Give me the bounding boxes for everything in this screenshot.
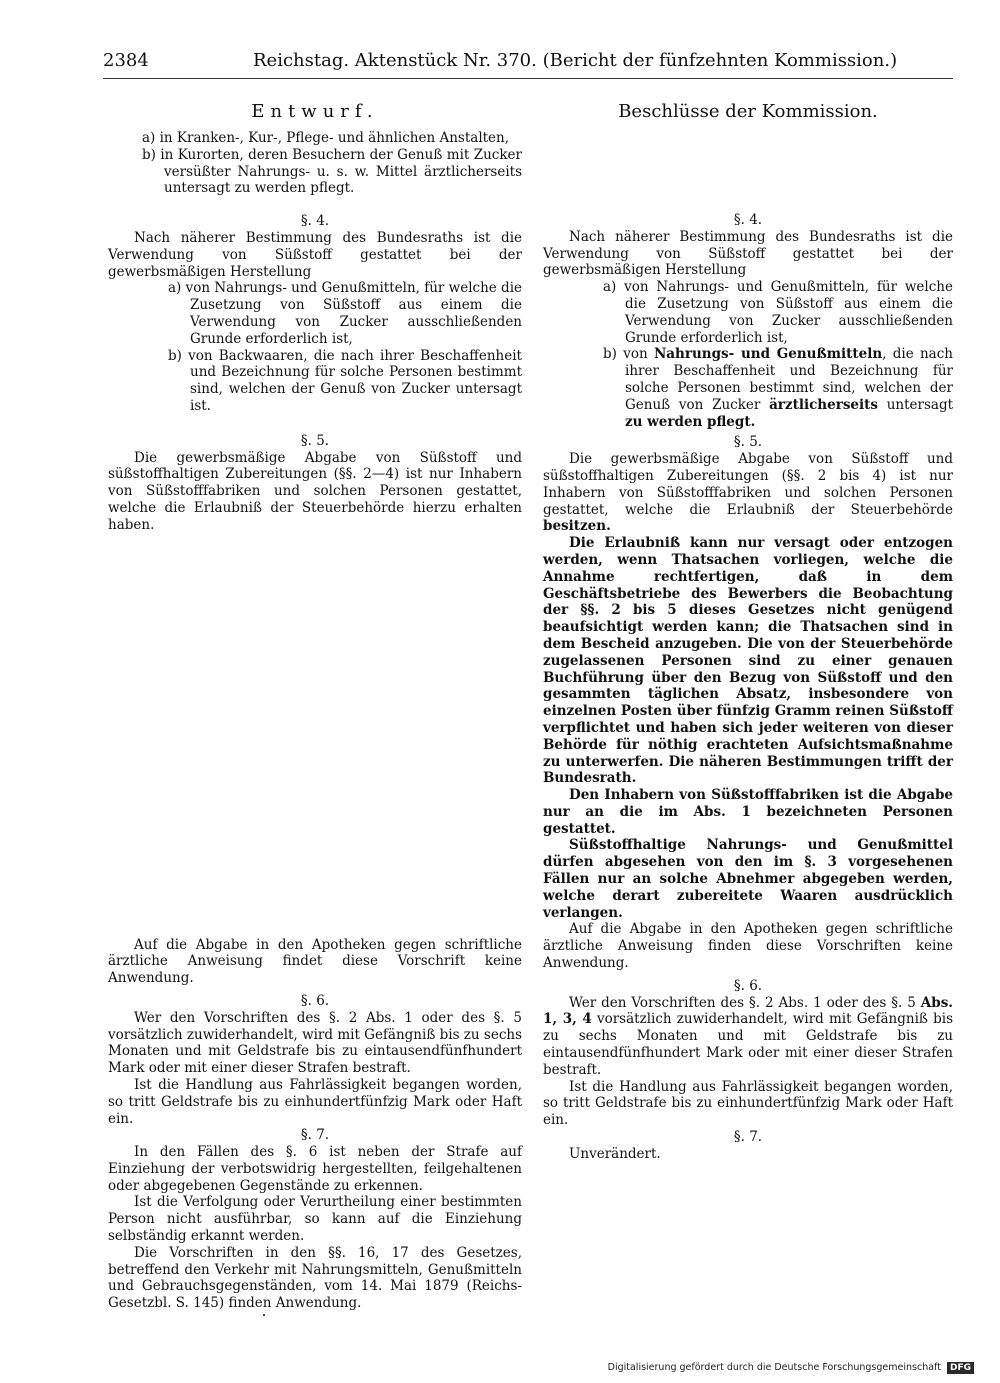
section-4-intro: Nach näherer Bestimmung des Bundesraths ist die Verwendung von Süßstoff gestattet bei der gewerbsmäßigen Herstellung bbox=[543, 228, 953, 279]
list-item: a) in Kranken-, Kur-, Pflege- und ähnlichen Anstalten, bbox=[142, 130, 510, 146]
section-6-title: §. 6. bbox=[300, 992, 330, 1009]
section-7-para-1: In den Fällen des §. 6 ist neben der Strafe auf Einziehung der verbotswidrig hergestellten, feilgehaltenen oder abgegebenen Gegenstände zu erkennen. bbox=[108, 1144, 522, 1194]
amended-text: Nahrungs- und Genußmitteln bbox=[653, 346, 883, 363]
section-7-text: Unverändert. bbox=[569, 1145, 661, 1162]
left-column-heading: Entwurf. bbox=[251, 101, 379, 122]
section-5-new-para-3: Süßstoffhaltige Nahrungs- und Genußmittel dürfen abgesehen von den im §. 3 vorgesehenen Fällen nur an solche Abnehmer abgegeben werden, welche derart zubereitete Waaren ausdrücklich verlangen. bbox=[543, 837, 953, 921]
page-number: 2384 bbox=[103, 50, 149, 71]
running-title: Reichstag. Aktenstück Nr. 370. (Bericht der fünfzehnten Kommission.) bbox=[253, 50, 898, 71]
section-5-new-para-2: Den Inhabern von Süßstofffabriken ist die Abgabe nur an die im Abs. 1 bezeichneten Personen gestattet. bbox=[543, 787, 953, 837]
section-5-title: §. 5. bbox=[733, 434, 763, 451]
list-item: b) in Kurorten, deren Besuchern der Genuß mit Zucker versüßter Nahrungs- u. s. w. Mittel ärztlicherseits untersagt zu werden pflegt. bbox=[142, 146, 522, 197]
section-5-title: §. 5. bbox=[300, 432, 330, 449]
dfg-logo: DFG bbox=[947, 1362, 974, 1374]
section-6-para-1: Wer den Vorschriften des §. 2 Abs. 1 oder des §. 5 vorsätzlich zuwiderhandelt, wird mit Gefängniß bis zu sechs Monaten und mit Geldstrafe bis zu eintausendfünfhundert Mark oder mit einer dieser Strafen bestraft. bbox=[108, 1009, 523, 1077]
section-5-text bbox=[543, 451, 953, 535]
section-4-title: §. 4. bbox=[733, 212, 763, 228]
text-run: Wer den Vorschriften des §. 2 Abs. 1 oder des §. 5 bbox=[569, 994, 921, 1011]
right-column-beschluesse bbox=[543, 100, 953, 1163]
text-run: untersagt bbox=[877, 396, 954, 413]
amended-text: zu werden pflegt. bbox=[625, 413, 756, 430]
section-4-item-b: b) von Backwaaren, die nach ihrer Beschaffenheit und Bezeichnung für solche Personen bestimmt sind, welchen der Genuß von Zucker untersagt ist. bbox=[168, 347, 522, 414]
amended-text: besitzen. bbox=[543, 518, 611, 535]
page-footer bbox=[604, 1361, 974, 1375]
left-column-entwurf bbox=[108, 100, 522, 1312]
section-6-para-2: Ist die Handlung aus Fahrlässigkeit begangen worden, so tritt Geldstrafe bis zu einhundertfünfzig Mark oder Haft ein. bbox=[543, 1078, 953, 1129]
page-header bbox=[103, 48, 953, 74]
section-4-item-b bbox=[543, 346, 953, 430]
section-5-apotheken: Auf die Abgabe in den Apotheken gegen schriftliche ärztliche Anweisung findet diese Vorschrift keine Anwendung. bbox=[108, 936, 522, 987]
right-column-heading: Beschlüsse der Kommission. bbox=[618, 101, 878, 122]
text-run: Die gewerbsmäßige Abgabe von Süßstoff und süßstoffhaltigen Zubereitungen (§§. 2 bis 4) ist nur Inhabern von Süßstofffabriken und solchen Personen gestattet, welche die Erlaubniß der Steuerbehörde bbox=[543, 451, 953, 518]
text-run: vorsätzlich zuwiderhandelt, wird mit Gefängniß bis zu sechs Monaten und mit Geldstrafe bis zu eintausendfünfhundert Mark oder mit einer dieser Strafen bestraft. bbox=[543, 1011, 953, 1078]
section-6-para-2: Ist die Handlung aus Fahrlässigkeit begangen worden, so tritt Geldstrafe bis zu einhundertfünfzig Mark oder Haft ein. bbox=[108, 1076, 522, 1127]
section-7-title: §. 7. bbox=[300, 1127, 330, 1144]
section-6-title: §. 6. bbox=[733, 977, 763, 994]
amended-text: Abs. 1, 3, 4 bbox=[543, 994, 953, 1028]
section-7-title: §. 7. bbox=[733, 1129, 763, 1146]
funding-note: Digitalisierung gefördert durch die Deutsche Forschungsgemeinschaft bbox=[607, 1362, 941, 1373]
text-run: b) von bbox=[603, 346, 654, 363]
section-4-title: §. 4. bbox=[300, 213, 330, 230]
print-speck bbox=[263, 1314, 265, 1316]
section-6-para-1 bbox=[543, 995, 953, 1079]
header-rule bbox=[103, 78, 953, 79]
section-4-item-a: a) von Nahrungs- und Genußmitteln, für welche die Zusetzung von Süßstoff aus einem die Verwendung von Zucker ausschließenden Grunde erforderlich ist, bbox=[168, 280, 523, 347]
section-5-text: Die gewerbsmäßige Abgabe von Süßstoff und süßstoffhaltigen Zubereitungen (§§. 2—4) ist nur Inhabern von Süßstofffabriken und solchen Personen gestattet, welche die Erlaubniß der Steuerbehörde hierzu erhalten haben. bbox=[108, 449, 522, 533]
section-5-new-para-1: Die Erlaubniß kann nur versagt oder entzogen werden, wenn Thatsachen vorliegen, welche die Annahme rechtfertigen, daß in dem Geschäftsbetriebe des Bewerbers die Beobachtung der §§. 2 bis 5 dieses Gesetzes nicht genügend beaufsichtigt werden kann; die Thatsachen sind in dem Bescheid anzugeben. Die von der Steuerbehörde zugelassenen Personen sind zu einer genauen Buchführung über den Bezug von Süßstoff und den gesammten täglichen Absatz, insbesondere von einzelnen Posten über fünfzig Gramm reinen Süßstoff verpflichtet und haben sich jeder weiteren von dieser Behörde für nöthig erachteten Aufsichtsmaßnahme zu unterwerfen. Die näheren Bestimmungen trifft der Bundesrath. bbox=[543, 535, 953, 787]
section-4-item-a: a) von Nahrungs- und Genußmitteln, für welche die Zusetzung von Süßstoff aus einem die Verwendung von Zucker ausschließenden Grunde erforderlich ist, bbox=[603, 279, 953, 346]
text-run: , die nach ihrer Beschaffenheit und Bezeichnung für solche Personen bestimmt sind, welchen der Genuß von Zucker bbox=[625, 346, 953, 413]
section-7-para-2: Ist die Verfolgung oder Verurtheilung einer bestimmten Person nicht ausführbar, so kann auf die Einziehung selbständig erkannt werden. bbox=[108, 1194, 522, 1245]
section-5-apotheken: Auf die Abgabe in den Apotheken gegen schriftliche ärztliche Anweisung finden diese Vorschriften keine Anwendung. bbox=[543, 921, 953, 972]
section-4-intro: Nach näherer Bestimmung des Bundesraths ist die Verwendung von Süßstoff gestattet bei der gewerbsmäßigen Herstellung bbox=[108, 229, 522, 280]
section-7-para-3: Die Vorschriften in den §§. 16, 17 des Gesetzes, betreffend den Verkehr mit Nahrungsmitteln, Genußmitteln und Gebrauchsgegenständen, vom 14. Mai 1879 (Reichs-Gesetzbl. S. 145) finden Anwendung. bbox=[108, 1244, 522, 1312]
amended-text: ärztlicherseits bbox=[769, 396, 878, 413]
